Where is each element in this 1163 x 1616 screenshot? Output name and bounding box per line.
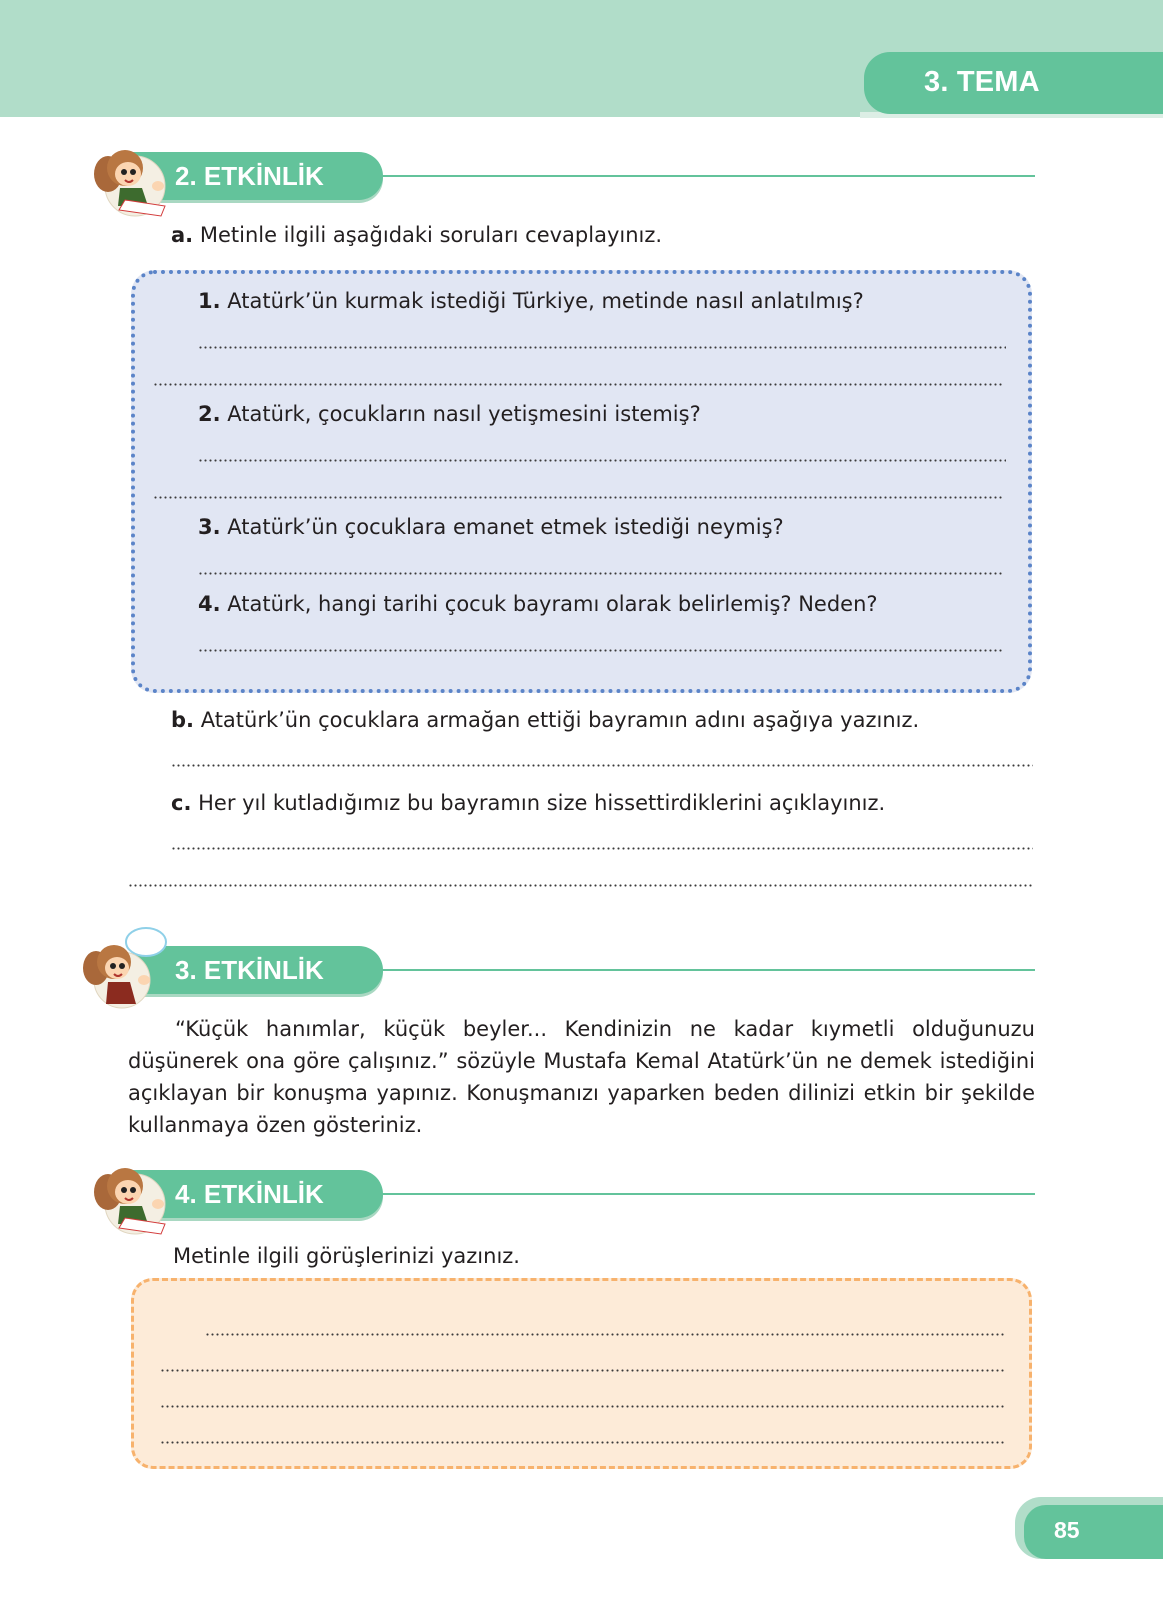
activity-2-pill [133, 152, 383, 200]
activity-3-header [0, 946, 1163, 1016]
answer-line-c1[interactable] [171, 847, 1033, 850]
page-number: 85 [1054, 1517, 1080, 1543]
header-rule [380, 1193, 1035, 1195]
activity-4-header [0, 1170, 1163, 1240]
activity-4-instruction: Metinle ilgili görüşlerinizi yazınız. [173, 1244, 520, 1268]
theme-label: 3. TEMA [924, 66, 1040, 98]
question-3: 3. Atatürk’ün çocuklara emanet etmek istediği neymiş? [198, 515, 784, 539]
answer-line-c2[interactable] [128, 884, 1033, 887]
theme-tab [864, 52, 1163, 114]
answer-line-2a[interactable] [198, 459, 1006, 462]
answer-line-4[interactable] [198, 649, 1004, 652]
answer-line-b[interactable] [171, 764, 1033, 767]
opinion-line-1[interactable] [205, 1333, 1005, 1336]
question-2: 2. Atatürk, çocukların nasıl yetişmesini istemiş? [198, 402, 701, 426]
opinion-line-2[interactable] [160, 1369, 1005, 1372]
opinion-line-3[interactable] [160, 1405, 1005, 1408]
question-1: 1. Atatürk’ün kurmak istediği Türkiye, metinde nasıl anlatılmış? [198, 289, 864, 313]
girl-writing-mascot-icon [80, 1158, 170, 1238]
activity-2-title: 2. ETKİNLİK [175, 161, 324, 191]
activity-2-header [0, 152, 1163, 222]
opinion-line-4[interactable] [160, 1441, 1005, 1444]
part-c-instruction: c. Her yıl kutladığımız bu bayramın size hissettirdiklerini açıklayınız. [171, 791, 886, 815]
activity-3-paragraph: “Küçük hanımlar, küçük beyler... Kendinizin ne kadar kıymetli olduğunuzu düşünerek ona göre çalışınız.” sözüyle Mustafa Kemal Atatürk’ün ne demek istediğini açıklayan bir konuşma yapınız. Konuşmanızı yaparken beden dilinizi etkin bir şekilde kullanmaya özen gösteriniz. [128, 1017, 1035, 1137]
questions-box [131, 270, 1032, 693]
header-rule [380, 175, 1035, 177]
girl-writing-mascot-icon [80, 140, 170, 220]
page-number-inner [1024, 1505, 1163, 1559]
answer-line-2b[interactable] [153, 496, 1003, 499]
answer-line-3[interactable] [198, 572, 1004, 575]
header-rule [380, 969, 1035, 971]
activity-4-pill [133, 1170, 383, 1218]
part-b-instruction: b. Atatürk’ün çocuklara armağan ettiği bayramın adını aşağıya yazınız. [171, 708, 920, 732]
question-4: 4. Atatürk, hangi tarihi çocuk bayramı olarak belirlemiş? Neden? [198, 592, 878, 616]
part-a-instruction: a. Metinle ilgili aşağıdaki soruları cevaplayınız. [171, 223, 663, 247]
activity-3-title: 3. ETKİNLİK [175, 955, 324, 985]
answer-line-1b[interactable] [153, 383, 1003, 386]
answer-line-1a[interactable] [198, 346, 1006, 349]
girl-speech-bubble-mascot-icon [74, 922, 170, 1014]
activity-4-title: 4. ETKİNLİK [175, 1179, 324, 1209]
activity-3-pill [133, 946, 383, 994]
